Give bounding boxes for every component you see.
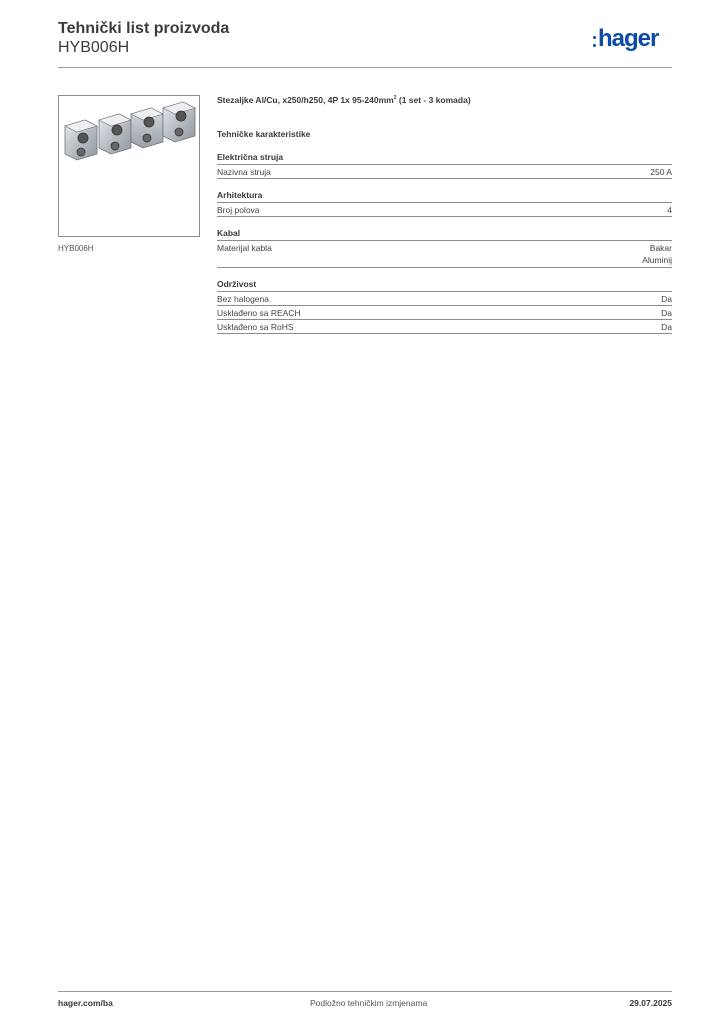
spec-label: Bez halogena	[217, 294, 269, 304]
footer-note: Podložno tehničkim izmjenama	[310, 998, 428, 1008]
product-description: Stezaljke Al/Cu, x250/h250, 4P 1x $95-240mm^2$ (1 set - 3 komada)	[217, 95, 471, 105]
spec-label: Materijal kabla	[217, 243, 272, 253]
terminal-clamps-icon	[59, 96, 199, 236]
group-title: Kabal	[217, 228, 241, 238]
spec-row	[217, 305, 672, 319]
spec-value-line: Aluminij	[642, 255, 672, 265]
spec-row	[217, 319, 672, 334]
image-caption: HYB006H	[58, 244, 94, 253]
spec-label: Broj polova	[217, 205, 260, 215]
hager-logo	[593, 27, 658, 51]
spec-label: Usklađeno sa RoHS	[217, 322, 294, 332]
spec-value: Da	[661, 308, 672, 318]
footer-divider	[58, 991, 672, 992]
page-title: Tehnički list proizvoda	[58, 20, 230, 37]
product-code: HYB006H	[58, 39, 130, 56]
logo-text: hager	[598, 25, 659, 52]
spec-label: Usklađeno sa REACH	[217, 308, 301, 318]
header-divider	[58, 67, 672, 68]
footer-website: hager.com/ba	[58, 998, 113, 1008]
spec-content	[217, 95, 672, 334]
spec-value-line: Bakar	[649, 243, 672, 253]
spec-value: Da	[661, 322, 672, 332]
specs-heading: Tehničke karakteristike	[217, 129, 311, 139]
product-image	[58, 95, 200, 237]
spec-row	[217, 240, 672, 268]
group-title: Održivost	[217, 279, 257, 289]
spec-row	[217, 291, 672, 305]
group-title: Arhitektura	[217, 190, 263, 200]
spec-group-cable	[217, 228, 672, 268]
spec-value: Da	[661, 294, 672, 304]
footer-date: 29.07.2025	[629, 998, 672, 1008]
spec-group-sustainability	[217, 279, 672, 334]
spec-label: Nazivna struja	[217, 167, 271, 177]
spec-row	[217, 164, 672, 179]
logo-dots-icon	[593, 36, 596, 47]
spec-group-architecture	[217, 190, 672, 217]
spec-group-electrical	[217, 152, 672, 179]
group-title: Električna struja	[217, 152, 284, 162]
spec-value: 4	[667, 205, 672, 215]
spec-value: 250 A	[650, 167, 672, 177]
spec-row	[217, 202, 672, 217]
spec-value	[642, 242, 672, 267]
